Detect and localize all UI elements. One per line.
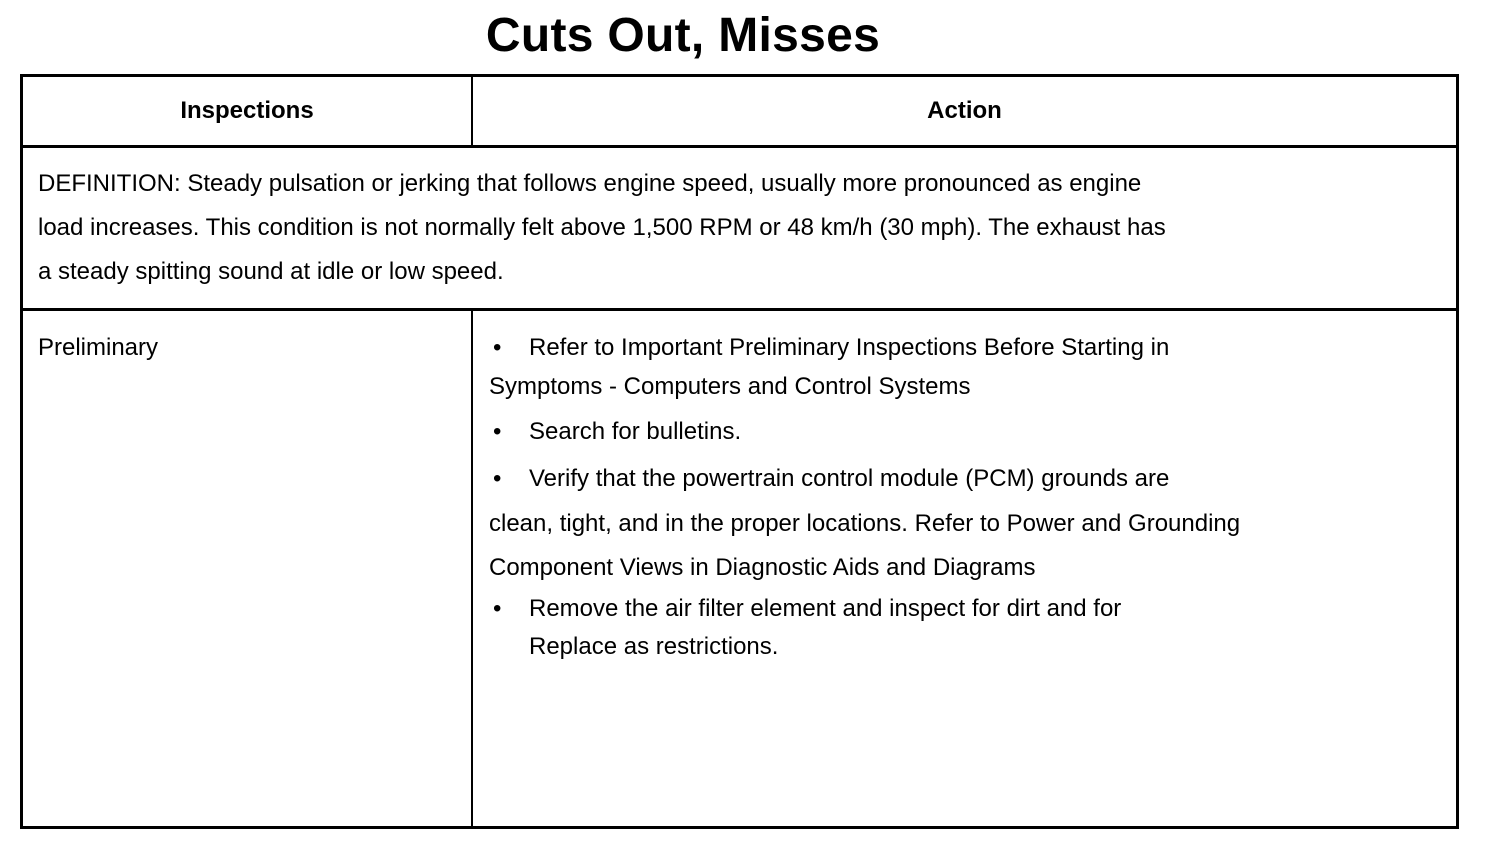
action-list — [489, 330, 1389, 666]
action-item — [489, 330, 1389, 408]
header-divider — [23, 145, 1456, 148]
inspection-preliminary: Preliminary — [38, 334, 159, 361]
bullet-icon: • — [493, 334, 502, 361]
bullet-icon: • — [493, 595, 502, 622]
bullet-icon: • — [493, 418, 502, 445]
action-text: Remove the air filter element and inspect for dirt and for — [529, 595, 1122, 622]
action-item — [489, 590, 1389, 666]
header-inspections: Inspections — [180, 97, 314, 124]
action-text: Search for bulletins. — [529, 418, 742, 445]
header-action: Action — [927, 97, 1002, 124]
diagnostic-table — [20, 74, 1459, 829]
definition-line: load increases. This condition is not normally felt above 1,500 RPM or 48 km/h (30 mph). The exhaust has — [38, 214, 1166, 241]
action-text: Component Views in Diagnostic Aids and Diagrams — [489, 554, 1036, 581]
action-text: Verify that the powertrain control module (PCM) grounds are — [529, 465, 1170, 492]
body-column-divider — [471, 311, 473, 826]
action-text: Replace as restrictions. — [529, 633, 779, 660]
definition-line: DEFINITION: Steady pulsation or jerking that follows engine speed, usually more pronounced as engine — [38, 170, 1142, 197]
action-text: clean, tight, and in the proper locations. Refer to Power and Grounding — [489, 510, 1241, 537]
action-item — [489, 456, 1389, 590]
page-title: Cuts Out, Misses — [485, 9, 881, 62]
action-text: Symptoms - Computers and Control Systems — [489, 373, 971, 400]
definition-divider — [23, 308, 1456, 311]
bullet-icon: • — [493, 465, 502, 492]
action-item — [489, 408, 1389, 456]
definition-text — [38, 162, 1418, 294]
definition-line: a steady spitting sound at idle or low speed. — [38, 258, 504, 285]
action-text: Refer to Important Preliminary Inspections Before Starting in — [529, 334, 1170, 361]
